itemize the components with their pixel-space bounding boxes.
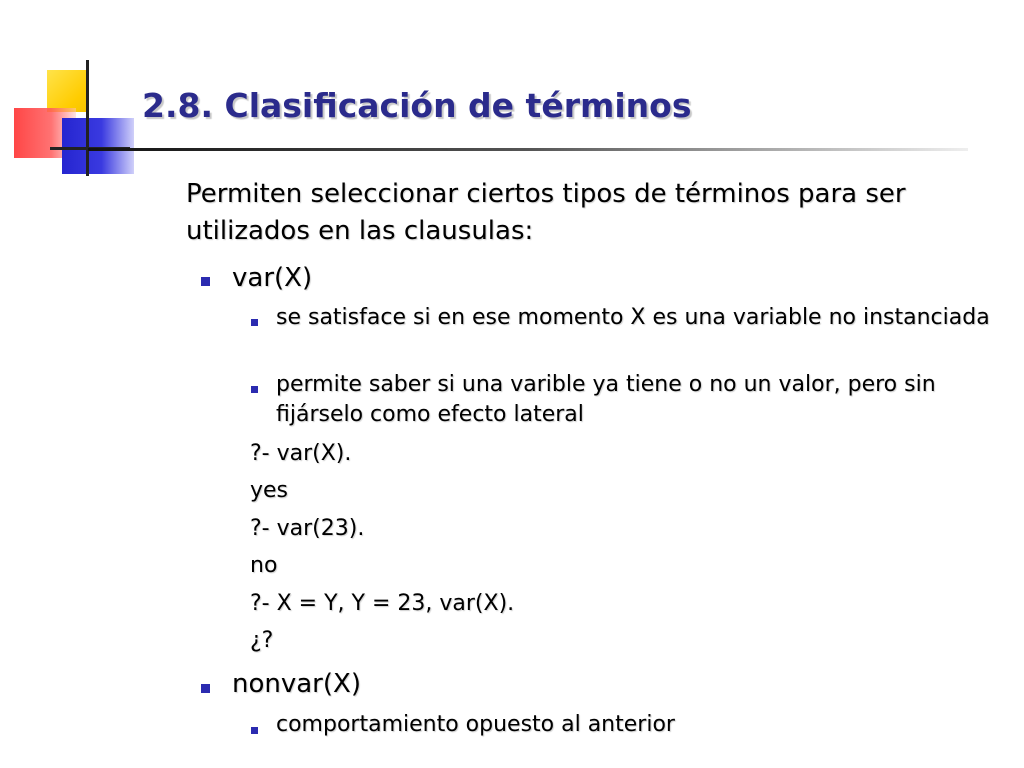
bullet-icon bbox=[251, 727, 258, 734]
slide-title: 2.8. Clasificación de términos bbox=[142, 86, 692, 125]
bullet-icon bbox=[201, 277, 210, 286]
sublist-item: permite saber si una varible ya tiene o no un valor, pero sin fijárselo como efecto lateral bbox=[276, 372, 936, 427]
list-item-nonvar: nonvar(X) bbox=[232, 669, 361, 699]
intro-paragraph: Permiten seleccionar ciertos tipos de términos para ser utilizados en las clausulas: bbox=[186, 179, 906, 246]
sublist-item: se satisface si en ese momento X es una variable no instanciada bbox=[276, 305, 990, 330]
decorative-logo bbox=[0, 0, 160, 190]
code-line: ¿? bbox=[250, 628, 274, 653]
title-divider bbox=[88, 148, 968, 151]
bullet-icon bbox=[251, 386, 258, 393]
code-line: ?- var(X). bbox=[250, 441, 352, 466]
code-line: no bbox=[250, 553, 278, 578]
list-item-var: var(X) bbox=[232, 263, 313, 293]
sublist-item: comportamiento opuesto al anterior bbox=[276, 712, 675, 737]
code-line: ?- var(23). bbox=[250, 516, 365, 541]
bullet-icon bbox=[251, 319, 258, 326]
code-line: yes bbox=[250, 478, 289, 503]
logo-yellow-square bbox=[47, 70, 89, 112]
logo-blue-square bbox=[62, 118, 134, 174]
bullet-icon bbox=[201, 684, 210, 693]
logo-vertical-line bbox=[86, 60, 89, 176]
code-line: ?- X = Y, Y = 23, var(X). bbox=[250, 591, 515, 616]
